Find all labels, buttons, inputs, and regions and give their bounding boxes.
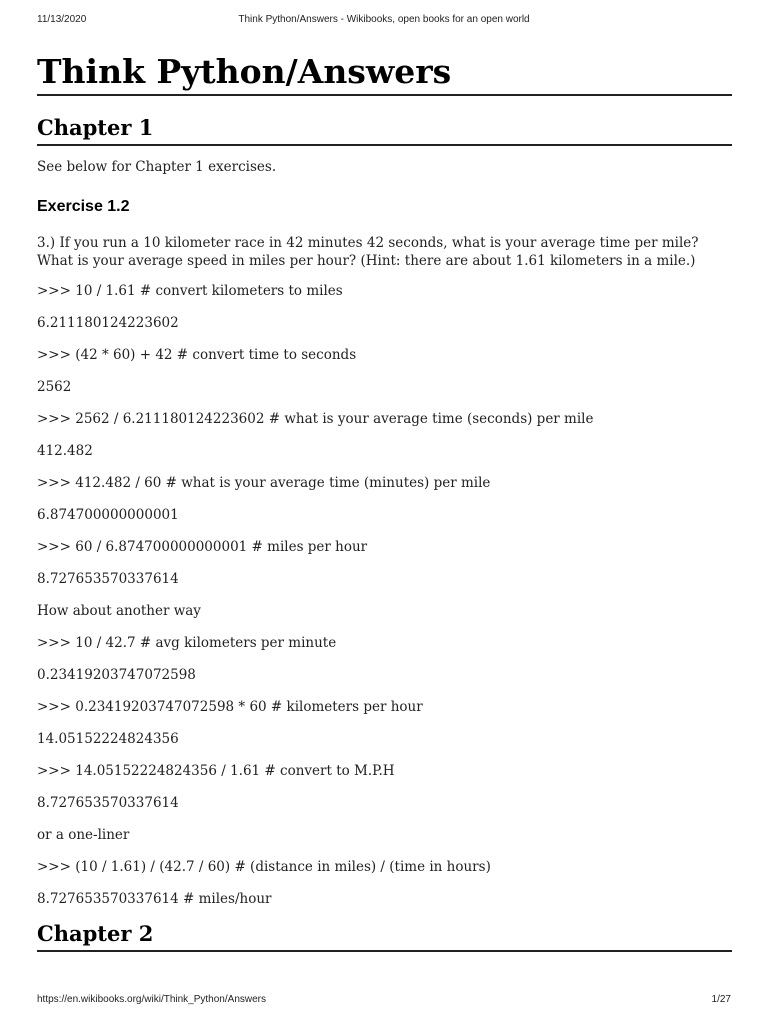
answer-line: >>> 2562 / 6.211180124223602 # what is your average time (seconds) per mile: [37, 411, 594, 427]
print-url: https://en.wikibooks.org/wiki/Think_Python/Answers: [37, 994, 266, 1005]
answer-line: 8.727653570337614: [37, 795, 179, 811]
answer-line: 8.727653570337614 # miles/hour: [37, 891, 272, 907]
answer-line: >>> 10 / 42.7 # avg kilometers per minute: [37, 635, 337, 651]
exercise-question: 3.) If you run a 10 kilometer race in 42 minutes 42 seconds, what is your average time per mile? What is your average speed in miles per hour? (Hint: there are about 1.61 kilometers in a mile.): [37, 235, 699, 269]
answer-line: 6.211180124223602: [37, 315, 179, 331]
answer-line: 6.874700000000001: [37, 507, 179, 523]
answer-line: or a one-liner: [37, 827, 130, 843]
exercise-answer-lines: [37, 282, 732, 908]
page-title: Think Python/Answers: [37, 52, 732, 96]
answer-line: >>> 10 / 1.61 # convert kilometers to miles: [37, 283, 343, 299]
answer-line: 412.482: [37, 443, 93, 459]
answer-line: 0.23419203747072598: [37, 667, 196, 683]
answer-line: >>> 0.23419203747072598 * 60 # kilometers per hour: [37, 699, 423, 715]
answer-line: 2562: [37, 379, 72, 395]
answer-line: >>> (10 / 1.61) / (42.7 / 60) # (distance in miles) / (time in hours): [37, 859, 491, 875]
print-page-title: Think Python/Answers - Wikibooks, open books for an open world: [238, 14, 530, 25]
print-header: [37, 14, 731, 28]
print-date: 11/13/2020: [37, 14, 87, 25]
answer-line: >>> 14.05152224824356 / 1.61 # convert to M.P.H: [37, 763, 395, 779]
answer-line: >>> 412.482 / 60 # what is your average time (minutes) per mile: [37, 475, 491, 491]
exercise-heading: Exercise 1.2: [37, 198, 130, 215]
page-number: 1/27: [711, 994, 731, 1005]
chapter-1-intro: See below for Chapter 1 exercises.: [37, 159, 277, 175]
print-footer: [37, 994, 731, 1008]
answer-line: >>> 60 / 6.874700000000001 # miles per hour: [37, 539, 368, 555]
answer-line: How about another way: [37, 603, 201, 619]
answer-line: >>> (42 * 60) + 42 # convert time to seconds: [37, 347, 357, 363]
answer-line: 8.727653570337614: [37, 571, 179, 587]
answer-line: 14.05152224824356: [37, 731, 179, 747]
article-content: [37, 52, 732, 952]
chapter-1-heading: Chapter 1: [37, 114, 732, 146]
chapter-2-heading: Chapter 2: [37, 920, 732, 952]
